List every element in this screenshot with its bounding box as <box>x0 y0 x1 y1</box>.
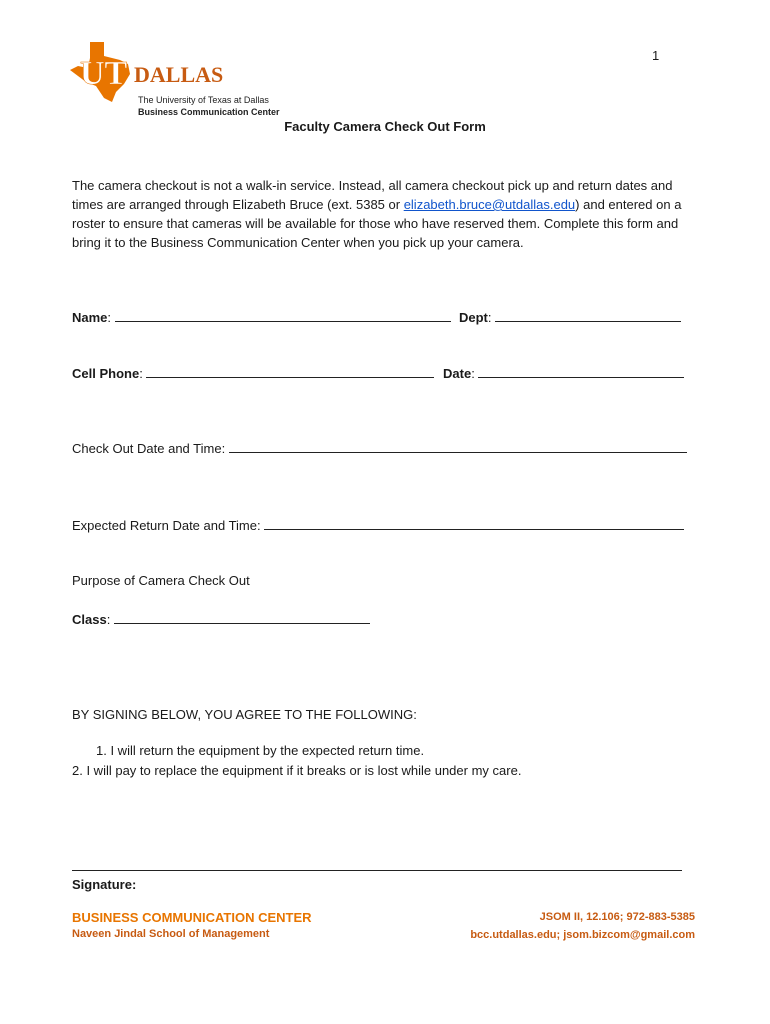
dept-label: Dept <box>459 310 488 325</box>
date-field: Date: <box>443 365 684 381</box>
cell-phone-label: Cell Phone <box>72 366 140 381</box>
footer-location: JSOM II, 12.106; 972-883-5385 <box>539 911 695 923</box>
date-input-line[interactable] <box>478 365 684 378</box>
logo-subtitle <box>138 94 280 118</box>
name-field: Name: <box>72 309 451 325</box>
form-title: Faculty Camera Check Out Form <box>284 119 486 134</box>
svg-text:UT: UT <box>80 55 128 92</box>
footer-contact: bcc.utdallas.edu; jsom.bizcom@gmail.com <box>470 929 695 941</box>
return-field <box>72 517 684 533</box>
agreement-item-1: 1. I will return the equipment by the expected return time. <box>96 743 425 758</box>
svg-text:DALLAS: DALLAS <box>134 62 224 87</box>
dept-input-line[interactable] <box>495 309 681 322</box>
class-input-line[interactable] <box>114 611 370 624</box>
dept-field: Dept: <box>459 309 681 325</box>
center-name: Business Communication Center <box>138 107 280 117</box>
agreement-item-2: 2. I will pay to replace the equipment if it breaks or is lost while under my care. <box>72 763 522 778</box>
intro-paragraph: The camera checkout is not a walk-in service. Instead, all camera checkout pick up and return dates and times are arranged through Elizabeth Bruce (ext. 5385 or elizabeth.bruce@utdallas.edu) and entered on a roster to ensure that cameras will be available for those who have reserved them. Complete this form and bring it to the Business Communication Center when you pick up your camera. <box>72 178 682 250</box>
page-number: 1 <box>652 48 660 63</box>
date-label: Date <box>443 366 472 381</box>
footer-org: BUSINESS COMMUNICATION CENTER <box>72 910 312 925</box>
return-input-line[interactable] <box>264 517 684 530</box>
university-name: The University of Texas at Dallas <box>138 95 269 105</box>
signature-label: Signature: <box>72 877 137 892</box>
email-link[interactable]: elizabeth.bruce@utdallas.edu <box>403 197 576 212</box>
cell-phone-field: Cell Phone: <box>72 365 434 381</box>
signature-line[interactable] <box>72 870 682 871</box>
checkout-field <box>72 440 687 456</box>
agreement-heading: BY SIGNING BELOW, YOU AGREE TO THE FOLLOWING: <box>72 707 417 722</box>
return-label: Expected Return Date and Time: <box>72 518 261 533</box>
cell-phone-input-line[interactable] <box>146 365 434 378</box>
footer-school: Naveen Jindal School of Management <box>72 928 270 940</box>
class-label: Class <box>72 612 107 627</box>
name-label: Name <box>72 310 108 325</box>
name-input-line[interactable] <box>115 309 451 322</box>
purpose-heading: Purpose of Camera Check Out <box>72 573 250 588</box>
class-field: Class: <box>72 611 370 627</box>
checkout-label: Check Out Date and Time: <box>72 441 226 456</box>
checkout-input-line[interactable] <box>229 440 687 453</box>
